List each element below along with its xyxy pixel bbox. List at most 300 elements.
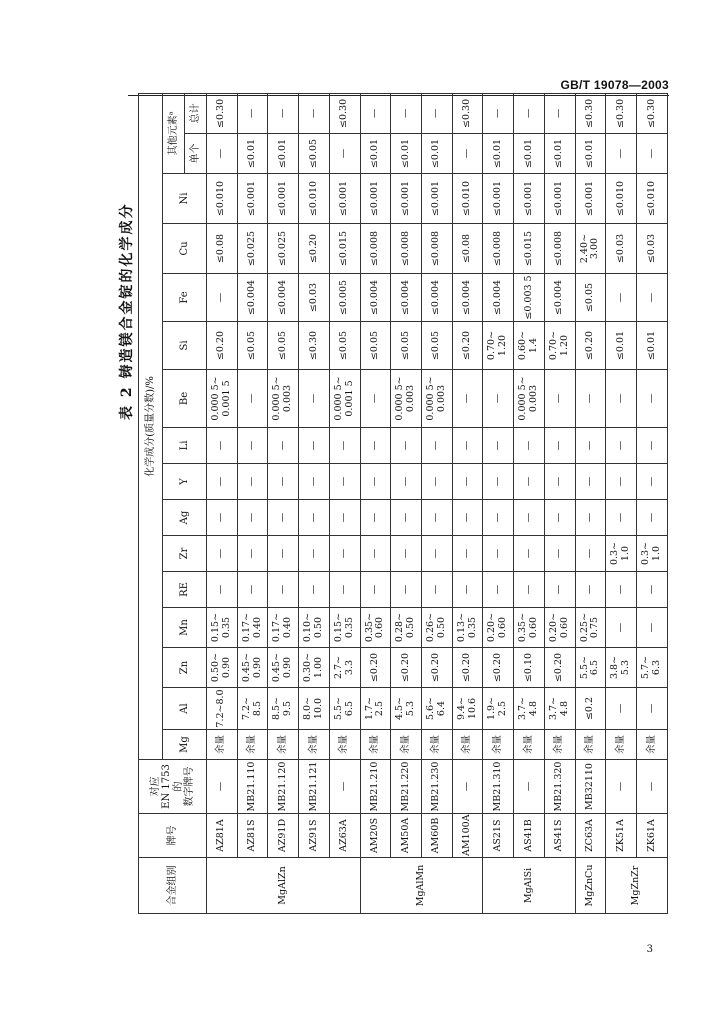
- value-cell: —: [207, 500, 238, 536]
- value-cell: —: [207, 536, 238, 572]
- value-cell: —: [329, 464, 360, 500]
- value-cell: 0.17~ 0.40: [268, 608, 299, 648]
- value-cell: —: [268, 428, 299, 464]
- grade-cell: AM20S: [360, 814, 391, 858]
- value-cell: ≤0.004: [237, 274, 268, 322]
- value-cell: —: [391, 464, 422, 500]
- header-element: Al: [163, 688, 207, 730]
- table-row: [637, 93, 668, 913]
- value-cell: —: [452, 428, 483, 464]
- header-element: Mg: [163, 730, 207, 760]
- value-cell: —: [544, 536, 575, 572]
- table-row: [207, 93, 238, 913]
- header-element: Mn: [163, 608, 207, 648]
- value-cell: ≤0.2: [575, 688, 606, 730]
- value-cell: —: [606, 500, 637, 536]
- value-cell: —: [299, 93, 330, 133]
- value-cell: ≤0.05: [360, 322, 391, 370]
- value-cell: —: [452, 536, 483, 572]
- value-cell: ≤0.010: [299, 174, 330, 224]
- value-cell: ≤0.015: [514, 224, 545, 274]
- value-cell: 5.7~ 6.3: [637, 648, 668, 688]
- group-name-cell: MgAlMn: [360, 858, 483, 914]
- value-cell: —: [299, 428, 330, 464]
- value-cell: 0.3~ 1.0: [606, 536, 637, 572]
- value-cell: —: [575, 536, 606, 572]
- value-cell: —: [544, 572, 575, 608]
- value-cell: —: [514, 464, 545, 500]
- grade-cell: AM60B: [422, 814, 453, 858]
- value-cell: 0.26~ 0.50: [422, 608, 453, 648]
- value-cell: ≤0.05: [422, 322, 453, 370]
- table-row: [329, 93, 360, 913]
- value-cell: ≤0.30: [452, 93, 483, 133]
- value-cell: —: [606, 274, 637, 322]
- value-cell: 余量: [422, 730, 453, 760]
- value-cell: 0.000 5~ 0.003: [514, 370, 545, 428]
- value-cell: —: [422, 93, 453, 133]
- table-row: [452, 93, 483, 913]
- value-cell: ≤0.08: [207, 224, 238, 274]
- table-row: [268, 93, 299, 913]
- header-group: 合金组别: [139, 858, 207, 914]
- value-cell: ≤0.01: [268, 134, 299, 174]
- value-cell: ≤0.03: [299, 274, 330, 322]
- table-row: [360, 93, 391, 913]
- value-cell: ≤0.30: [637, 93, 668, 133]
- en-number-cell: MB21.320: [544, 760, 575, 814]
- en-number-cell: MB21.120: [268, 760, 299, 814]
- en-number-cell: —: [452, 760, 483, 814]
- value-cell: 0.60~ 1.4: [514, 322, 545, 370]
- value-cell: —: [544, 370, 575, 428]
- value-cell: 5.6~ 6.4: [422, 688, 453, 730]
- value-cell: —: [544, 93, 575, 133]
- value-cell: ≤0.03: [637, 224, 668, 274]
- value-cell: ≤0.001: [360, 174, 391, 224]
- value-cell: —: [391, 536, 422, 572]
- value-cell: —: [207, 428, 238, 464]
- table-row: [299, 93, 330, 913]
- value-cell: 0.45~ 0.90: [268, 648, 299, 688]
- value-cell: —: [575, 428, 606, 464]
- value-cell: ≤0.010: [207, 174, 238, 224]
- value-cell: —: [329, 572, 360, 608]
- value-cell: 0.20~ 0.60: [544, 608, 575, 648]
- value-cell: 0.35~ 0.60: [360, 608, 391, 648]
- value-cell: 余量: [575, 730, 606, 760]
- header-element: Zn: [163, 648, 207, 688]
- value-cell: 0.000 5~ 0.003: [268, 370, 299, 428]
- value-cell: ≤0.30: [606, 93, 637, 133]
- value-cell: 余量: [329, 730, 360, 760]
- value-cell: —: [268, 464, 299, 500]
- value-cell: —: [637, 134, 668, 174]
- table-row: [422, 93, 453, 913]
- grade-cell: AZ81A: [207, 814, 238, 858]
- header-element: Cu: [163, 224, 207, 274]
- value-cell: ≤0.01: [483, 134, 514, 174]
- value-cell: ≤0.003 5: [514, 274, 545, 322]
- header-element: Ag: [163, 500, 207, 536]
- value-cell: ≤0.004: [360, 274, 391, 322]
- value-cell: ≤0.20: [452, 648, 483, 688]
- standard-number: GB/T 19078—2003: [560, 78, 669, 92]
- value-cell: 2.7~ 3.3: [329, 648, 360, 688]
- grade-cell: ZC63A: [575, 814, 606, 858]
- value-cell: ≤0.004: [452, 274, 483, 322]
- header-element: Be: [163, 370, 207, 428]
- value-cell: 0.30~ 1.00: [299, 648, 330, 688]
- grade-cell: AZ91S: [299, 814, 330, 858]
- value-cell: 0.70~ 1.20: [483, 322, 514, 370]
- value-cell: ≤0.004: [422, 274, 453, 322]
- grade-cell: AZ91D: [268, 814, 299, 858]
- value-cell: —: [514, 93, 545, 133]
- value-cell: ≤0.01: [422, 134, 453, 174]
- en-number-cell: MB21.121: [299, 760, 330, 814]
- value-cell: ≤0.01: [637, 322, 668, 370]
- value-cell: —: [299, 464, 330, 500]
- header-element: RE: [163, 572, 207, 608]
- header-element: Fe: [163, 274, 207, 322]
- header-en-number: 对应 EN 1753 的 数字牌号: [139, 760, 207, 814]
- value-cell: 余量: [452, 730, 483, 760]
- value-cell: —: [360, 370, 391, 428]
- value-cell: —: [391, 500, 422, 536]
- value-cell: —: [329, 134, 360, 174]
- value-cell: ≤0.03: [606, 224, 637, 274]
- header-element: Si: [163, 322, 207, 370]
- value-cell: ≤0.008: [422, 224, 453, 274]
- grade-cell: ZK61A: [637, 814, 668, 858]
- value-cell: —: [452, 134, 483, 174]
- value-cell: 0.15~ 0.35: [207, 608, 238, 648]
- value-cell: ≤0.001: [575, 174, 606, 224]
- value-cell: —: [575, 500, 606, 536]
- value-cell: 1.7~ 2.5: [360, 688, 391, 730]
- value-cell: ≤0.05: [237, 322, 268, 370]
- group-name-cell: MgZnCu: [575, 858, 606, 914]
- value-cell: —: [514, 572, 545, 608]
- table-row: [575, 93, 606, 913]
- table-row: [391, 93, 422, 913]
- en-number-cell: —: [207, 760, 238, 814]
- en-number-cell: —: [329, 760, 360, 814]
- value-cell: —: [606, 428, 637, 464]
- value-cell: 7.2~ 8.5: [237, 688, 268, 730]
- value-cell: 4.5~ 5.3: [391, 688, 422, 730]
- value-cell: ≤0.05: [575, 274, 606, 322]
- en-number-cell: MB32110: [575, 760, 606, 814]
- value-cell: —: [452, 370, 483, 428]
- grade-cell: AZ81S: [237, 814, 268, 858]
- value-cell: ≤0.008: [544, 224, 575, 274]
- value-cell: ≤0.30: [299, 322, 330, 370]
- value-cell: —: [237, 500, 268, 536]
- value-cell: —: [268, 572, 299, 608]
- value-cell: —: [483, 428, 514, 464]
- value-cell: —: [299, 370, 330, 428]
- value-cell: —: [483, 536, 514, 572]
- value-cell: ≤0.01: [391, 134, 422, 174]
- value-cell: 0.25~ 0.75: [575, 608, 606, 648]
- table-caption: 表 2 铸造镁合金锭的化学成分: [119, 202, 135, 420]
- value-cell: 5.5~ 6.5: [575, 648, 606, 688]
- value-cell: —: [637, 428, 668, 464]
- value-cell: 0.10~ 0.50: [299, 608, 330, 648]
- value-cell: ≤0.01: [360, 134, 391, 174]
- value-cell: —: [606, 572, 637, 608]
- value-cell: —: [606, 134, 637, 174]
- value-cell: —: [544, 428, 575, 464]
- value-cell: —: [575, 572, 606, 608]
- table-row: [483, 93, 514, 913]
- value-cell: —: [544, 500, 575, 536]
- value-cell: 余量: [237, 730, 268, 760]
- value-cell: —: [360, 536, 391, 572]
- en-number-cell: —: [606, 760, 637, 814]
- value-cell: ≤0.025: [268, 224, 299, 274]
- value-cell: ≤0.20: [360, 648, 391, 688]
- value-cell: —: [637, 274, 668, 322]
- value-cell: —: [637, 464, 668, 500]
- value-cell: 0.17~ 0.40: [237, 608, 268, 648]
- value-cell: 3.7~ 4.8: [514, 688, 545, 730]
- value-cell: ≤0.20: [422, 648, 453, 688]
- value-cell: —: [606, 608, 637, 648]
- value-cell: —: [207, 464, 238, 500]
- grade-cell: AM100A: [452, 814, 483, 858]
- value-cell: ≤0.010: [452, 174, 483, 224]
- value-cell: —: [606, 370, 637, 428]
- value-cell: —: [237, 428, 268, 464]
- value-cell: ≤0.004: [483, 274, 514, 322]
- page-number: 3: [646, 944, 653, 955]
- value-cell: ≤0.010: [606, 174, 637, 224]
- value-cell: 0.15~ 0.35: [329, 608, 360, 648]
- value-cell: 0.000 5~ 0.003: [422, 370, 453, 428]
- value-cell: —: [422, 500, 453, 536]
- en-number-cell: —: [637, 760, 668, 814]
- value-cell: ≤0.001: [391, 174, 422, 224]
- value-cell: —: [360, 93, 391, 133]
- value-cell: —: [422, 464, 453, 500]
- value-cell: —: [237, 464, 268, 500]
- value-cell: ≤0.20: [299, 224, 330, 274]
- value-cell: —: [544, 464, 575, 500]
- value-cell: ≤0.004: [268, 274, 299, 322]
- value-cell: 0.20~ 0.60: [483, 608, 514, 648]
- value-cell: —: [299, 536, 330, 572]
- value-cell: —: [483, 500, 514, 536]
- value-cell: —: [268, 536, 299, 572]
- table-row: [237, 93, 268, 913]
- value-cell: 0.45~ 0.90: [237, 648, 268, 688]
- header-element: Ni: [163, 174, 207, 224]
- value-cell: —: [637, 572, 668, 608]
- value-cell: —: [637, 500, 668, 536]
- value-cell: —: [237, 93, 268, 133]
- value-cell: 余量: [391, 730, 422, 760]
- value-cell: ≤0.01: [575, 134, 606, 174]
- value-cell: —: [606, 688, 637, 730]
- value-cell: ≤0.015: [329, 224, 360, 274]
- value-cell: ≤0.010: [637, 174, 668, 224]
- value-cell: —: [637, 370, 668, 428]
- value-cell: ≤0.004: [544, 274, 575, 322]
- value-cell: 余量: [544, 730, 575, 760]
- value-cell: 9.4~ 10.6: [452, 688, 483, 730]
- grade-cell: ZK51A: [606, 814, 637, 858]
- value-cell: ≤0.30: [329, 93, 360, 133]
- value-cell: ≤0.20: [391, 648, 422, 688]
- value-cell: 0.35~ 0.60: [514, 608, 545, 648]
- header-other-elements: 其他元素ᵃ: [163, 93, 185, 173]
- value-cell: ≤0.20: [544, 648, 575, 688]
- group-name-cell: MgZnZr: [606, 858, 668, 914]
- value-cell: 0.13~ 0.35: [452, 608, 483, 648]
- table-row: [606, 93, 637, 913]
- en-number-cell: —: [514, 760, 545, 814]
- en-number-cell: MB21.230: [422, 760, 453, 814]
- value-cell: ≤0.008: [360, 224, 391, 274]
- value-cell: ≤0.20: [452, 322, 483, 370]
- value-cell: ≤0.30: [207, 93, 238, 133]
- value-cell: —: [268, 93, 299, 133]
- header-element: Li: [163, 428, 207, 464]
- value-cell: —: [237, 370, 268, 428]
- value-cell: 0.50~ 0.90: [207, 648, 238, 688]
- value-cell: 3.7~ 4.8: [544, 688, 575, 730]
- value-cell: —: [391, 428, 422, 464]
- value-cell: 余量: [268, 730, 299, 760]
- group-name-cell: MgAlZn: [207, 858, 361, 914]
- value-cell: —: [483, 572, 514, 608]
- grade-cell: AS21S: [483, 814, 514, 858]
- en-number-cell: MB21.310: [483, 760, 514, 814]
- value-cell: —: [637, 608, 668, 648]
- value-cell: —: [452, 500, 483, 536]
- value-cell: —: [237, 536, 268, 572]
- value-cell: 0.000 5~ 0.001 5: [207, 370, 238, 428]
- value-cell: —: [299, 500, 330, 536]
- value-cell: 7.2~8.0: [207, 688, 238, 730]
- en-number-cell: MB21.220: [391, 760, 422, 814]
- value-cell: ≤0.01: [237, 134, 268, 174]
- value-cell: 5.5~ 6.5: [329, 688, 360, 730]
- value-cell: ≤0.001: [237, 174, 268, 224]
- value-cell: ≤0.05: [299, 134, 330, 174]
- value-cell: —: [483, 93, 514, 133]
- value-cell: ≤0.01: [606, 322, 637, 370]
- value-cell: 8.0~ 10.0: [299, 688, 330, 730]
- value-cell: —: [575, 464, 606, 500]
- grade-cell: AM50A: [391, 814, 422, 858]
- grade-cell: AS41B: [514, 814, 545, 858]
- value-cell: ≤0.05: [268, 322, 299, 370]
- header-grade: 牌号: [139, 814, 207, 858]
- table-head: [139, 93, 207, 913]
- value-cell: ≤0.05: [391, 322, 422, 370]
- table-row: [514, 93, 545, 913]
- value-cell: —: [391, 93, 422, 133]
- value-cell: ≤0.001: [268, 174, 299, 224]
- value-cell: 余量: [637, 730, 668, 760]
- value-cell: ≤0.20: [207, 322, 238, 370]
- value-cell: —: [483, 464, 514, 500]
- value-cell: —: [207, 134, 238, 174]
- composition-table: [138, 93, 668, 914]
- value-cell: ≤0.004: [391, 274, 422, 322]
- header-element: Y: [163, 464, 207, 500]
- value-cell: —: [360, 428, 391, 464]
- header-single: 单个: [185, 134, 207, 174]
- value-cell: 余量: [514, 730, 545, 760]
- header-element: Zr: [163, 536, 207, 572]
- value-cell: —: [391, 572, 422, 608]
- table-body: [207, 93, 668, 913]
- value-cell: 0.28~ 0.50: [391, 608, 422, 648]
- value-cell: ≤0.05: [329, 322, 360, 370]
- value-cell: —: [422, 572, 453, 608]
- value-cell: —: [207, 274, 238, 322]
- value-cell: 3.8~ 5.3: [606, 648, 637, 688]
- value-cell: ≤0.008: [483, 224, 514, 274]
- group-name-cell: MgAlSi: [483, 858, 575, 914]
- value-cell: —: [207, 572, 238, 608]
- value-cell: ≤0.30: [575, 93, 606, 133]
- table-row: [544, 93, 575, 913]
- value-cell: ≤0.001: [422, 174, 453, 224]
- value-cell: 余量: [360, 730, 391, 760]
- value-cell: ≤0.20: [575, 322, 606, 370]
- value-cell: —: [422, 536, 453, 572]
- value-cell: 0.000 5~ 0.001 5: [329, 370, 360, 428]
- value-cell: —: [575, 370, 606, 428]
- value-cell: ≤0.025: [237, 224, 268, 274]
- value-cell: —: [637, 688, 668, 730]
- value-cell: 余量: [207, 730, 238, 760]
- value-cell: ≤0.01: [544, 134, 575, 174]
- value-cell: ≤0.20: [483, 648, 514, 688]
- value-cell: —: [329, 428, 360, 464]
- en-number-cell: MB21.210: [360, 760, 391, 814]
- value-cell: —: [329, 536, 360, 572]
- value-cell: —: [268, 500, 299, 536]
- value-cell: —: [422, 428, 453, 464]
- rotated-table-wrapper: [138, 98, 668, 914]
- value-cell: 2.40~ 3.00: [575, 224, 606, 274]
- value-cell: —: [606, 464, 637, 500]
- value-cell: —: [329, 500, 360, 536]
- value-cell: ≤0.08: [452, 224, 483, 274]
- value-cell: —: [452, 464, 483, 500]
- value-cell: 余量: [483, 730, 514, 760]
- value-cell: ≤0.001: [329, 174, 360, 224]
- value-cell: 1.9~ 2.5: [483, 688, 514, 730]
- header-composition: 化学成分(质量分数)/%: [139, 93, 163, 759]
- value-cell: ≤0.001: [483, 174, 514, 224]
- value-cell: —: [299, 572, 330, 608]
- grade-cell: AZ63A: [329, 814, 360, 858]
- value-cell: ≤0.001: [514, 174, 545, 224]
- value-cell: —: [360, 464, 391, 500]
- value-cell: 8.5~ 9.5: [268, 688, 299, 730]
- value-cell: ≤0.008: [391, 224, 422, 274]
- en-number-cell: MB21.110: [237, 760, 268, 814]
- value-cell: —: [360, 572, 391, 608]
